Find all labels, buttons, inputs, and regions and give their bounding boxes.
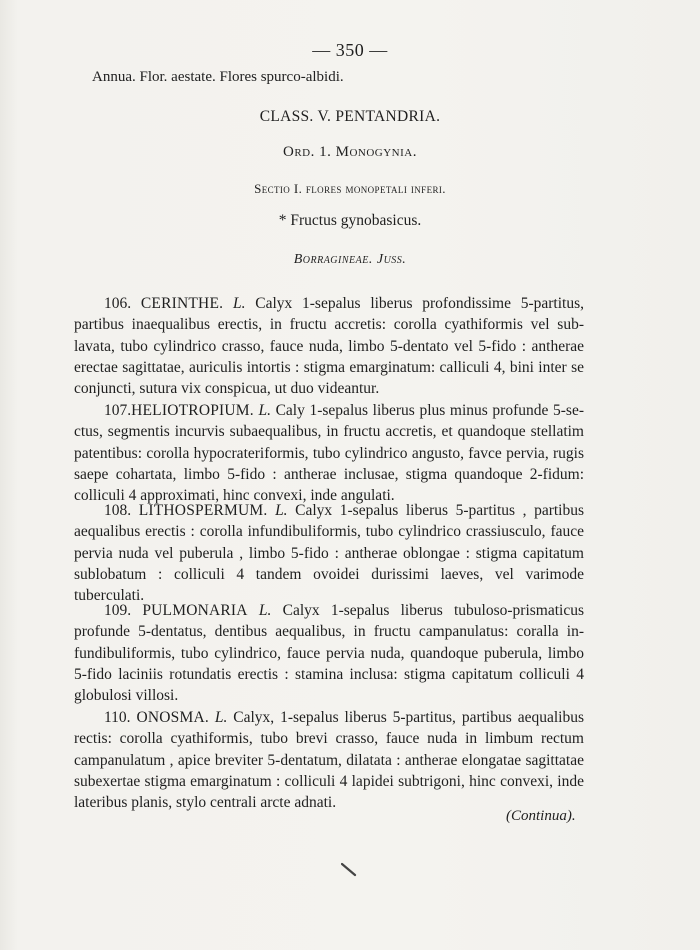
genus-name: HELIOTROPIUM.	[131, 402, 254, 419]
genus-author: L.	[247, 602, 272, 619]
ordo-number: 1.	[314, 144, 336, 160]
genus-description: Calyx 1-sepalus liberus profondissime 5-partitus, partibus inaequalibus erectis, in fructu accretis: corolla cyathiformis vel sublavata, tubo cylindrico crasso, fauce nuda, limbo 5-dentato vel 5-fido : antherae erectae sagittatae, auriculis intortis : stigma emarginatum: calliculi 4, bini inter se conjuncti, sutura vix conspicua, ut duo videantur.	[74, 295, 585, 398]
genus-description: Calyx 1-sepalus liberus 5-partitus , partibus aequalibus erectis : corolla infundibuliformis, tubo cylindrico crassiusculo, fauce pervia nuda vel puberula , limbo 5-fido : antherae oblongae : stigma capitatum sublobatum : colliculi 4 tandem ovoidei durissimi laeves, vel varimode tuberculati.	[74, 502, 585, 605]
genus-author: L.	[267, 502, 288, 519]
ordo-name: Monogynia.	[335, 144, 417, 160]
genus-author: L.	[223, 295, 246, 312]
ordo-heading	[60, 144, 640, 161]
sectio-heading: Sectio I. flores monopetali inferi.	[254, 181, 446, 196]
fructus-heading: * Fructus gynobasicus.	[278, 212, 422, 229]
family-heading: Borragineae. Juss.	[293, 252, 407, 267]
genus-number: 108.	[104, 502, 139, 519]
genus-author: L.	[253, 402, 271, 419]
ordo-prefix: Ord.	[283, 144, 315, 160]
genus-paragraph	[74, 400, 584, 506]
genus-number: 107.	[104, 402, 132, 419]
genus-number: 109.	[104, 602, 143, 619]
genus-description: Calyx 1-sepalus liberus tubuloso-prismaticus profunde 5-dentatus, dentibus aequalibus, in fructu campanulatus: coralla infundibuliformis, tubo cylindrico, fauce pervia nuda, quandoque puberula, limbo 5-fido laciniis rotundatis erectis : stamina inclusa: stigma capitatum colliculi 4 globulosi villosi.	[74, 602, 585, 705]
genus-author: L.	[208, 709, 228, 726]
genus-107-block	[74, 400, 584, 506]
class-heading: CLASS. V. PENTANDRIA.	[259, 108, 441, 125]
intro-line: Annua. Flor. aestate. Flores spurco-albidi.	[92, 69, 344, 85]
genus-name: LITHOSPERMUM.	[138, 502, 268, 519]
genus-description: Calyx, 1-sepalus liberus 5-partitus, partibus aequalibus rectis: corolla cyathiformis, tubo brevi crasso, fauce nuda in limbum rectum campanulatum , apice breviter 5-dentatum, dilatata : antherae elongatae sagittatae subexertae stigma emarginatum : colliculi 4 lapidei subtrigoni, hinc convexi, inde lateribus planis, stylo centrali arcte adnati.	[74, 709, 584, 812]
genus-paragraph	[74, 293, 584, 399]
genus-name: PULMONARIA	[142, 602, 248, 619]
genus-110-block	[74, 707, 584, 813]
genus-109-block	[74, 600, 584, 706]
genus-name: CERINTHE.	[140, 295, 224, 312]
genus-108-block	[74, 500, 584, 606]
genus-name: ONOSMA.	[136, 709, 209, 726]
genus-number: 110.	[104, 709, 137, 726]
genus-paragraph	[74, 707, 584, 813]
ink-mark-icon	[341, 862, 357, 878]
genus-number: 106.	[104, 295, 141, 312]
genus-description: Caly 1-sepalus liberus plus minus profunde 5-sectus, segmentis incurvis subaequalibus, in fructu accretis, et quandoque stellatim patentibus: corolla hypocrateriformis, tubo cylindrico angusto, favce pervia, rugis saepe cohartata, limbo 5-fido : antherae inclusae, stigma quandoque 2-fidum: colliculi 4 approximati, hinc convexi, inde angulati.	[74, 402, 584, 505]
genus-paragraph	[74, 600, 584, 706]
genus-paragraph	[74, 500, 584, 606]
page-number: — 350 —	[312, 40, 388, 60]
genus-106-block	[74, 293, 584, 399]
continua-note: (Continua).	[506, 808, 576, 824]
